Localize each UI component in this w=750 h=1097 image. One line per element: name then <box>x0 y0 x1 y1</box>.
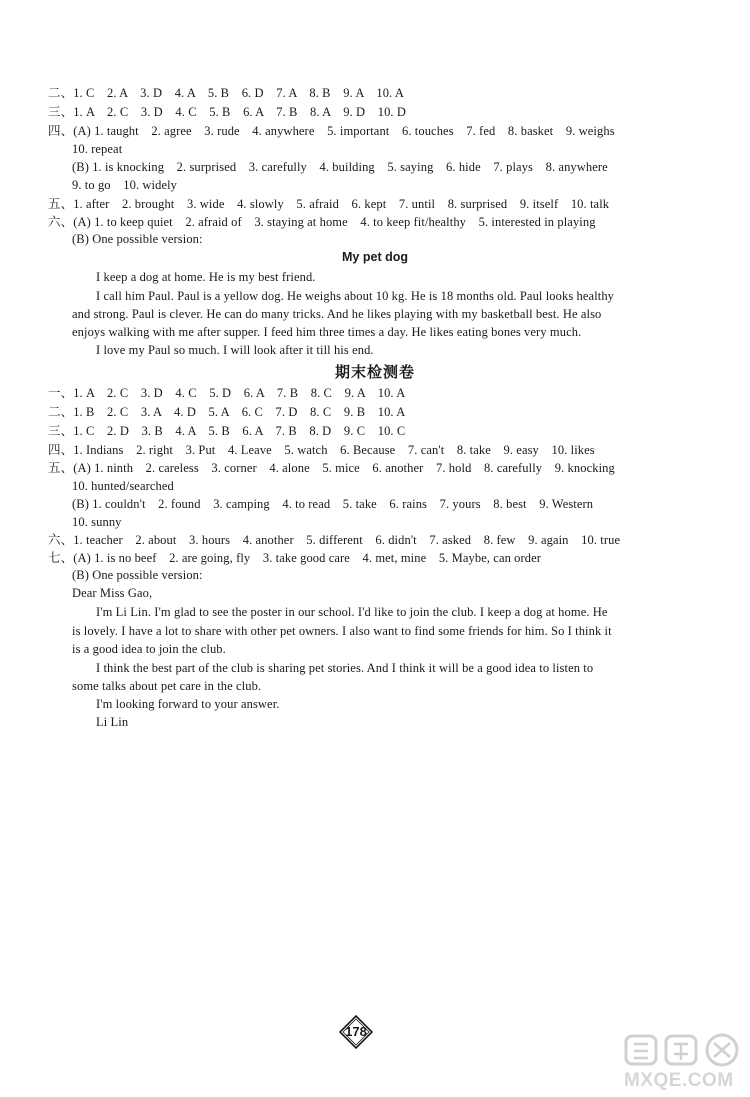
letter-line: is a good idea to join the club. <box>72 642 226 656</box>
answer-line: 三、1. A 2. C 3. D 4. C 5. B 6. A 7. B 8. A 9. D 10. D <box>48 105 407 119</box>
page-number-badge <box>339 1015 373 1049</box>
answer-line: (B) One possible version: <box>72 232 203 246</box>
answer-line: 四、(A) 1. taught 2. agree 3. rude 4. anywhere 5. important 6. touches 7. fed 8. basket 9. weighs <box>48 124 615 138</box>
essay-paragraph: and strong. Paul is clever. He can do many tricks. And he likes playing with my basketball best. He also <box>72 307 602 321</box>
answer-line: (B) 1. couldn't 2. found 3. camping 4. to read 5. take 6. rains 7. yours 8. best 9. Western <box>72 497 594 511</box>
watermark-text: MXQE.COM <box>624 1070 734 1091</box>
answer-line: 一、1. A 2. C 3. D 4. C 5. D 6. A 7. B 8. C 9. A 10. A <box>48 386 406 400</box>
answer-line: 七、(A) 1. is no beef 2. are going, fly 3. take good care 4. met, mine 5. Maybe, can order <box>48 551 542 565</box>
answer-line: 10. hunted/searched <box>72 479 174 493</box>
answer-line: 六、(A) 1. to keep quiet 2. afraid of 3. staying at home 4. to keep fit/healthy 5. interested in playing <box>48 215 596 229</box>
letter-line: I'm looking forward to your answer. <box>96 697 280 711</box>
essay-paragraph: I love my Paul so much. I will look after it till his end. <box>96 343 374 357</box>
answer-line: 二、1. C 2. A 3. D 4. A 5. B 6. D 7. A 8. B 9. A 10. A <box>48 86 404 100</box>
section-title: 期末检测卷 <box>334 363 415 381</box>
letter-salutation: Dear Miss Gao, <box>72 586 153 600</box>
essay-paragraph: I call him Paul. Paul is a yellow dog. He weighs about 10 kg. He is 18 months old. Paul looks healthy <box>96 289 615 303</box>
letter-line: some talks about pet care in the club. <box>72 679 262 693</box>
answer-line: (B) One possible version: <box>72 568 203 582</box>
answer-line: 六、1. teacher 2. about 3. hours 4. another 5. different 6. didn't 7. asked 8. few 9. again 10. true <box>48 533 621 547</box>
answer-line: (B) 1. is knocking 2. surprised 3. carefully 4. building 5. saying 6. hide 7. plays 8. anywhere <box>72 160 608 174</box>
answer-line: 四、1. Indians 2. right 3. Put 4. Leave 5. watch 6. Because 7. can't 8. take 9. easy 10. likes <box>48 443 595 457</box>
watermark-logo <box>622 1030 747 1096</box>
answer-line: 10. repeat <box>72 142 123 156</box>
page-number: 178 <box>345 1024 367 1039</box>
letter-line: I'm Li Lin. I'm glad to see the poster in our school. I'd like to join the club. I keep a dog at home. He <box>96 605 608 619</box>
answer-line: 9. to go 10. widely <box>72 178 178 192</box>
letter-line: I think the best part of the club is sharing pet stories. And I think it will be a good idea to listen to <box>96 661 594 675</box>
answer-line: 五、1. after 2. brought 3. wide 4. slowly 5. afraid 6. kept 7. until 8. surprised 9. itself 10. talk <box>48 197 610 211</box>
essay-title: My pet dog <box>342 250 408 264</box>
answer-line: 10. sunny <box>72 515 122 529</box>
essay-paragraph: I keep a dog at home. He is my best friend. <box>96 270 316 284</box>
answer-line: 五、(A) 1. ninth 2. careless 3. corner 4. alone 5. mice 6. another 7. hold 8. carefully 9. knocking <box>48 461 615 475</box>
letter-signature: Li Lin <box>96 715 129 729</box>
answer-line: 三、1. C 2. D 3. B 4. A 5. B 6. A 7. B 8. D 9. C 10. C <box>48 424 406 438</box>
essay-paragraph: enjoys walking with me after supper. I feed him three times a day. He likes eating bones very much. <box>72 325 582 339</box>
letter-line: is lovely. I have a lot to share with other pet owners. I also want to find some friends for him. So I think it <box>72 624 612 638</box>
watermark-glyph-icon <box>622 1030 747 1070</box>
answer-line: 二、1. B 2. C 3. A 4. D 5. A 6. C 7. D 8. C 9. B 10. A <box>48 405 406 419</box>
